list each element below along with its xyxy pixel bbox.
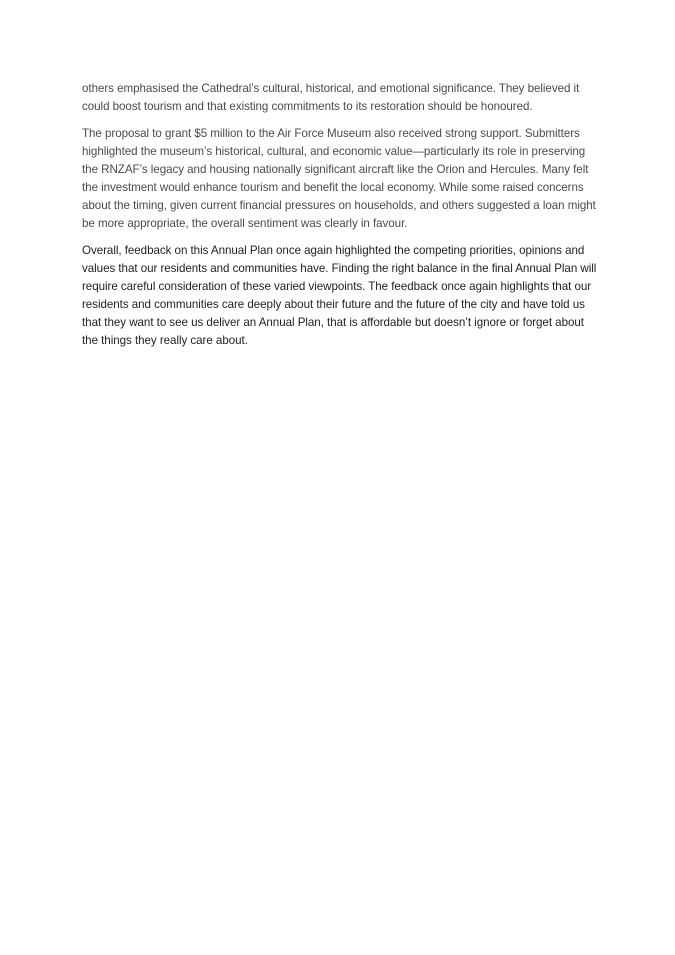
document-body [82, 80, 598, 359]
paragraph-cathedral-significance: others emphasised the Cathedral’s cultural, historical, and emotional significance. They believed it could boost tourism and that existing commitments to its restoration should be honoured. [82, 82, 580, 113]
paragraph-air-force-museum: The proposal to grant $5 million to the Air Force Museum also received strong support. Submitters highlighted the museum’s historical, cultural, and economic value—particularly its role in preserving the RNZAF’s legacy and housing nationally significant aircraft like the Orion and Hercules. Many felt the investment would enhance tourism and benefit the local economy. While some raised concerns about the timing, given current financial pressures on households, and others suggested a loan might be more appropriate, the overall sentiment was clearly in favour. [82, 127, 596, 230]
paragraph-overall-feedback: Overall, feedback on this Annual Plan once again highlighted the competing priorities, opinions and values that our residents and communities have. Finding the right balance in the final Annual Plan will require careful consideration of these varied viewpoints. The feedback once again highlights that our residents and communities care deeply about their future and the future of the city and have told us that they want to see us deliver an Annual Plan, that is affordable but doesn’t ignore or forget about the things they really care about. [82, 244, 597, 347]
